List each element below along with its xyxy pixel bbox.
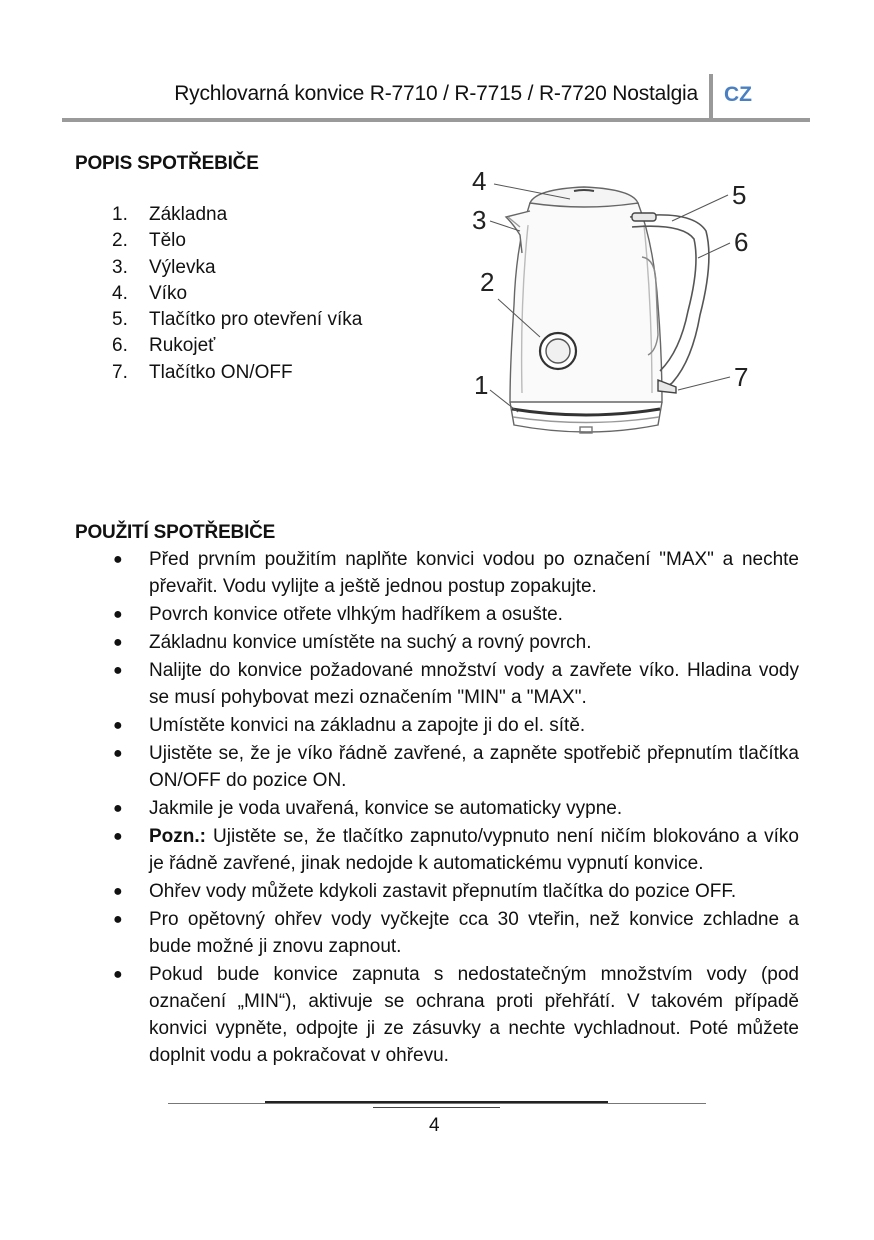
item-text: Pokud bude konvice zapnuta s nedostatečným množstvím vody (pod označení „MIN“), aktivuje se ochrana proti přehřátí. V takovém případě konvici vypněte, odpojte ji ze zásuvky a nechte vychladnout. Poté můžete doplnit vodu a pokračovat v ohřevu. <box>149 964 799 1066</box>
list-item <box>109 878 799 905</box>
kettle-diagram <box>462 165 762 455</box>
bullet-icon: ● <box>113 911 123 928</box>
header-title: Rychlovarná konvice R-7710 / R-7715 / R-7720 Nostalgia <box>174 82 698 105</box>
bullet-icon: ● <box>113 966 123 983</box>
list-item <box>112 362 362 388</box>
usage-list <box>109 546 799 1070</box>
kettle-body <box>510 203 662 402</box>
list-item <box>109 740 799 794</box>
item-text: Základnu konvice umístěte na suchý a rovný povrch. <box>149 632 592 653</box>
bullet-icon: ● <box>113 717 123 734</box>
item-number: 5. <box>112 309 128 331</box>
lid-release-button <box>632 213 656 221</box>
item-text: Ujistěte se, že je víko řádně zavřené, a zapněte spotřebič přepnutím tlačítka ON/OFF do pozice ON. <box>149 743 799 791</box>
list-item <box>109 657 799 711</box>
list-item <box>112 283 362 309</box>
list-item <box>109 629 799 656</box>
item-number: 7. <box>112 361 128 383</box>
item-text: Nalijte do konvice požadované množství vody a zavřete víko. Hladina vody se musí pohybovat mezi označením "MIN" a "MAX". <box>149 660 799 708</box>
list-item <box>109 601 799 628</box>
diagram-label: 7 <box>734 362 749 392</box>
list-item <box>109 961 799 1069</box>
parts-list <box>112 204 362 388</box>
list-item <box>112 335 362 361</box>
bullet-icon: ● <box>113 551 123 568</box>
diagram-label: 5 <box>732 180 747 210</box>
item-label: Tlačítko pro otevření víka <box>149 309 363 331</box>
bullet-icon: ● <box>113 745 123 762</box>
bullet-icon: ● <box>113 828 123 845</box>
bullet-icon: ● <box>113 883 123 900</box>
item-text: Umístěte konvici na základnu a zapojte ji do el. sítě. <box>149 715 586 736</box>
item-number: 2. <box>112 230 128 252</box>
diagram-label: 6 <box>734 227 749 257</box>
item-text: Pro opětovný ohřev vody vyčkejte cca 30 vteřin, než konvice zchladne a bude možné ji znovu zapnout. <box>149 909 799 957</box>
header-rule <box>62 118 810 122</box>
item-text: Povrch konvice otřete vlhkým hadříkem a osušte. <box>149 604 563 625</box>
list-item <box>109 906 799 960</box>
bullet-icon: ● <box>113 800 123 817</box>
bullet-icon: ● <box>113 662 123 679</box>
list-item <box>112 204 362 230</box>
language-code: CZ <box>724 83 752 106</box>
footer-rule <box>168 1103 706 1104</box>
list-item <box>109 712 799 739</box>
item-label: Víko <box>149 282 188 304</box>
bullet-icon: ● <box>113 634 123 651</box>
item-text: Ohřev vody můžete kdykoli zastavit přepnutím tlačítka do pozice OFF. <box>149 881 737 902</box>
list-item <box>112 257 362 283</box>
item-label: Tělo <box>149 230 186 252</box>
diagram-label: 1 <box>474 370 489 400</box>
footer-rule <box>265 1101 608 1103</box>
item-number: 6. <box>112 335 128 357</box>
item-bold-prefix: Pozn.: <box>149 826 206 847</box>
item-text: Před prvním použitím naplňte konvici vodou po označení "MAX" a nechte převařit. Vodu vylijte a ještě jednou postup zopakujte. <box>149 549 799 597</box>
item-number: 3. <box>112 256 128 278</box>
diagram-label: 4 <box>472 166 487 196</box>
item-label: Rukojeť <box>149 335 216 357</box>
list-item <box>109 795 799 822</box>
item-label: Tlačítko ON/OFF <box>149 361 293 383</box>
header-separator <box>709 74 713 120</box>
item-text: Jakmile je voda uvařená, konvice se automaticky vypne. <box>149 798 623 819</box>
footer-rule <box>373 1107 500 1108</box>
list-item <box>109 546 799 600</box>
page-number: 4 <box>429 1115 440 1136</box>
list-item <box>109 823 799 877</box>
item-label: Výlevka <box>149 256 216 278</box>
section-title-usage: POUŽITÍ SPOTŘEBIČE <box>75 522 276 543</box>
diagram-label: 3 <box>472 205 487 235</box>
item-number: 1. <box>112 204 128 225</box>
bullet-icon: ● <box>113 606 123 623</box>
item-text: Ujistěte se, že tlačítko zapnuto/vypnuto není ničím blokováno a víko je řádně zavřené, jinak nedojde k automatickému vypnutí konvice. <box>149 826 799 874</box>
base-stripe <box>512 409 660 415</box>
diagram-label: 2 <box>480 267 495 297</box>
list-item <box>112 230 362 256</box>
item-label: Základna <box>149 204 228 225</box>
section-title-description: POPIS SPOTŘEBIČE <box>75 153 259 174</box>
list-item <box>112 309 362 335</box>
item-number: 4. <box>112 282 128 304</box>
